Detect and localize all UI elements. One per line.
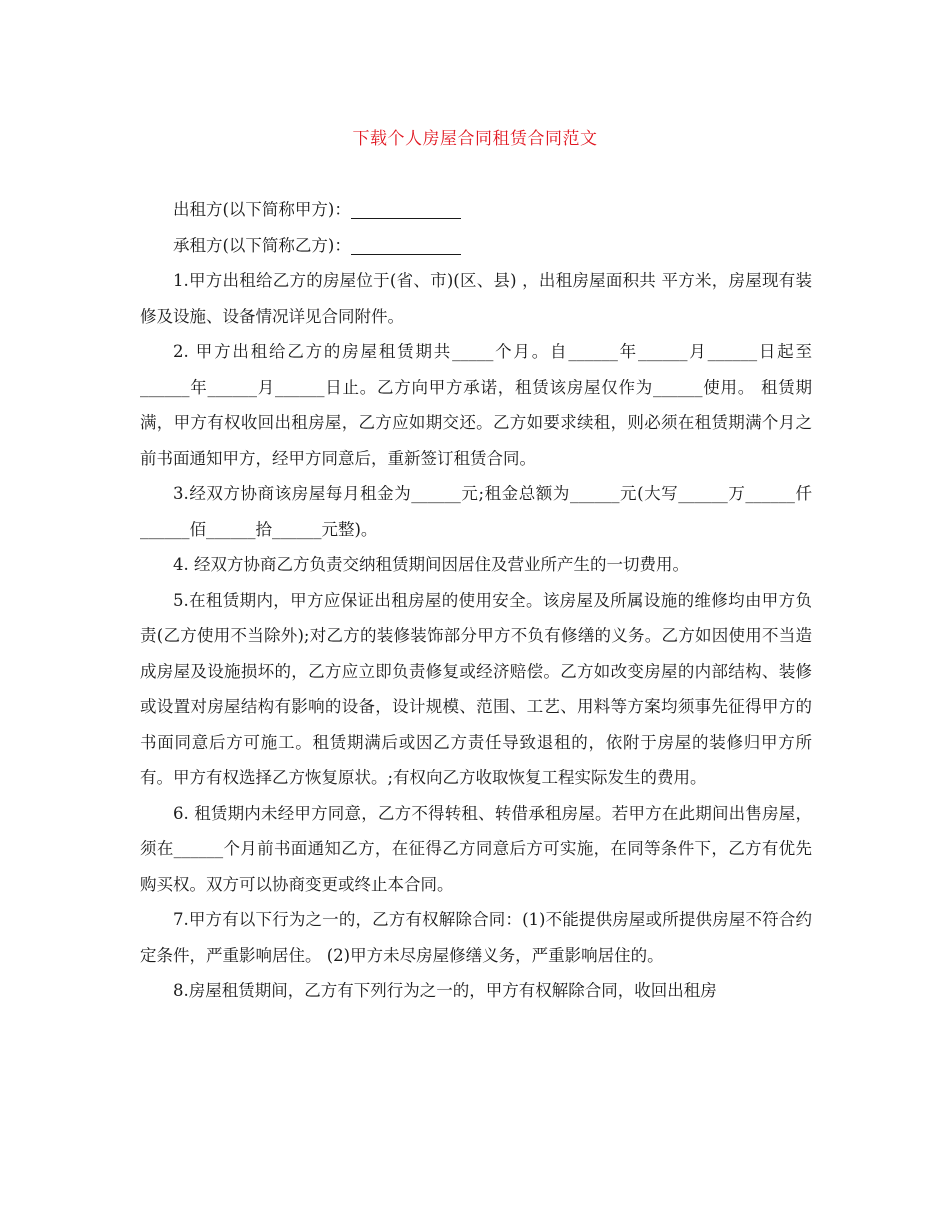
clause-3: 3.经双方协商该房屋每月租金为______元;租金总额为______元(大写______万______仟______佰______拾______元整)。 [140,484,812,539]
lessor-label: 出租方(以下简称甲方)： [173,200,351,219]
document-title: 下载个人房屋合同租赁合同范文 [352,129,598,149]
clause-1: 1.甲方出租给乙方的房屋位于(省、市)(区、县) ，出租房屋面积共 平方米，房屋现有装修及设施、设备情况详见合同附件。 [140,271,812,326]
clause-8: 8.房屋租赁期间，乙方有下列行为之一的，甲方有权解除合同，收回出租房 [173,981,717,1000]
lessee-blank [351,235,461,254]
lessee-label: 承租方(以下简称乙方)： [173,235,351,255]
lessee-line [140,228,812,264]
clause-7: 7.甲方有以下行为之一的，乙方有权解除合同：(1)不能提供房屋或所提供房屋不符合约定条件，严重影响居住。 (2)甲方未尽房屋修缮义务，严重影响居住的。 [140,910,812,965]
lessor-blank [351,200,461,219]
clause-6: 6. 租赁期内未经甲方同意，乙方不得转租、转借承租房屋。若甲方在此期间出售房屋，须在______个月前书面通知乙方，在征得乙方同意后方可实施，在同等条件下，乙方有优先购买权。双方可以协商变更或终止本合同。 [140,803,812,894]
document-body [140,192,812,1009]
clause-2: 2. 甲方出租给乙方的房屋租赁期共_____个月。自______年______月______日起至______年______月______日止。乙方向甲方承诺，租赁该房屋仅作为______使用。 租赁期满，甲方有权收回出租房屋，乙方应如期交还。乙方如要求续租，则必须在租赁期满个月之前书面通知甲方，经甲方同意后，重新签订租赁合同。 [140,342,812,468]
clause-4: 4. 经双方协商乙方负责交纳租赁期间因居住及营业所产生的一切费用。 [173,555,689,574]
lessor-line [140,192,812,228]
clause-5: 5.在租赁期内，甲方应保证出租房屋的使用安全。该房屋及所属设施的维修均由甲方负责(乙方使用不当除外);对乙方的装修装饰部分甲方不负有修缮的义务。乙方如因使用不当造成房屋及设施损坏的，乙方应立即负责修复或经济赔偿。乙方如改变房屋的内部结构、装修或设置对房屋结构有影响的设备，设计规模、范围、工艺、用料等方案均须事先征得甲方的书面同意后方可施工。租赁期满后或因乙方责任导致退租的，依附于房屋的装修归甲方所有。甲方有权选择乙方恢复原状。;有权向乙方收取恢复工程实际发生的费用。 [140,590,812,787]
